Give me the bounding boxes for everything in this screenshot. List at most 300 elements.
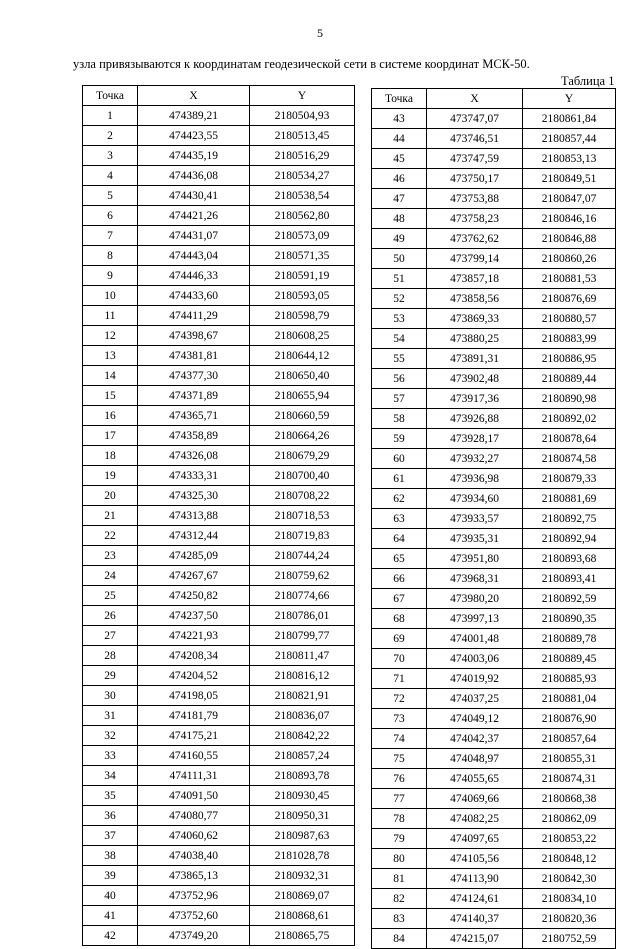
y-coordinate-cell: 2180759,62 <box>250 566 355 586</box>
table-row <box>372 669 616 689</box>
y-coordinate-cell: 2180890,98 <box>523 389 616 409</box>
x-coordinate-cell: 474060,62 <box>138 826 250 846</box>
point-number-cell: 42 <box>83 926 138 946</box>
x-coordinate-cell: 473997,13 <box>427 609 523 629</box>
y-coordinate-cell: 2180534,27 <box>250 166 355 186</box>
x-coordinate-cell: 474049,12 <box>427 709 523 729</box>
table-row <box>83 406 355 426</box>
table-row <box>83 566 355 586</box>
y-coordinate-cell: 2180516,29 <box>250 146 355 166</box>
point-number-cell: 29 <box>83 666 138 686</box>
x-coordinate-cell: 474365,71 <box>138 406 250 426</box>
point-number-cell: 13 <box>83 346 138 366</box>
point-number-cell: 20 <box>83 486 138 506</box>
y-coordinate-cell: 2180893,41 <box>523 569 616 589</box>
y-coordinate-cell: 2180719,83 <box>250 526 355 546</box>
y-coordinate-cell: 2180881,04 <box>523 689 616 709</box>
table-row <box>83 666 355 686</box>
table-row <box>83 686 355 706</box>
x-coordinate-cell: 474423,55 <box>138 126 250 146</box>
table-row <box>83 386 355 406</box>
x-coordinate-cell: 474267,67 <box>138 566 250 586</box>
y-coordinate-cell: 2180700,40 <box>250 466 355 486</box>
x-coordinate-cell: 473758,23 <box>427 209 523 229</box>
point-number-cell: 81 <box>372 869 427 889</box>
x-coordinate-cell: 474221,93 <box>138 626 250 646</box>
point-number-cell: 45 <box>372 149 427 169</box>
x-coordinate-cell: 473753,88 <box>427 189 523 209</box>
point-number-cell: 55 <box>372 349 427 369</box>
point-number-cell: 77 <box>372 789 427 809</box>
y-coordinate-cell: 2180849,51 <box>523 169 616 189</box>
table-row <box>372 829 616 849</box>
y-coordinate-cell: 2180857,44 <box>523 129 616 149</box>
y-coordinate-cell: 2180816,12 <box>250 666 355 686</box>
y-coordinate-cell: 2181028,78 <box>250 846 355 866</box>
x-coordinate-cell: 474124,61 <box>427 889 523 909</box>
x-coordinate-cell: 474175,21 <box>138 726 250 746</box>
table-row <box>83 186 355 206</box>
x-coordinate-cell: 474019,92 <box>427 669 523 689</box>
table-row <box>372 609 616 629</box>
point-number-cell: 4 <box>83 166 138 186</box>
point-number-cell: 43 <box>372 109 427 129</box>
point-number-cell: 24 <box>83 566 138 586</box>
x-coordinate-cell: 473747,59 <box>427 149 523 169</box>
table-row <box>83 226 355 246</box>
table-row <box>83 426 355 446</box>
point-number-cell: 5 <box>83 186 138 206</box>
table-row <box>372 589 616 609</box>
x-coordinate-cell: 474325,30 <box>138 486 250 506</box>
point-number-cell: 74 <box>372 729 427 749</box>
x-coordinate-cell: 474371,89 <box>138 386 250 406</box>
y-coordinate-cell: 2180538,54 <box>250 186 355 206</box>
x-coordinate-cell: 474204,52 <box>138 666 250 686</box>
x-coordinate-cell: 474160,55 <box>138 746 250 766</box>
point-number-cell: 84 <box>372 929 427 949</box>
point-number-cell: 10 <box>83 286 138 306</box>
point-number-cell: 36 <box>83 806 138 826</box>
table-row <box>372 749 616 769</box>
point-number-cell: 31 <box>83 706 138 726</box>
x-coordinate-cell: 474003,06 <box>427 649 523 669</box>
x-coordinate-cell: 473934,60 <box>427 489 523 509</box>
intro-text: узла привязываются к координатам геодезической сети в системе координат МСК-50. <box>73 57 530 71</box>
x-coordinate-cell: 474398,67 <box>138 326 250 346</box>
x-coordinate-cell: 474140,37 <box>427 909 523 929</box>
y-coordinate-cell: 2180562,80 <box>250 206 355 226</box>
x-coordinate-cell: 474421,26 <box>138 206 250 226</box>
point-number-cell: 2 <box>83 126 138 146</box>
table-row <box>83 346 355 366</box>
table-row <box>372 229 616 249</box>
point-number-cell: 53 <box>372 309 427 329</box>
table-row <box>83 466 355 486</box>
x-coordinate-cell: 474113,90 <box>427 869 523 889</box>
x-coordinate-cell: 474055,65 <box>427 769 523 789</box>
table-row <box>372 329 616 349</box>
table-row <box>83 146 355 166</box>
table-row <box>83 126 355 146</box>
table-row <box>83 266 355 286</box>
y-coordinate-cell: 2180573,09 <box>250 226 355 246</box>
x-coordinate-cell: 473933,57 <box>427 509 523 529</box>
point-number-cell: 22 <box>83 526 138 546</box>
y-coordinate-cell: 2180664,26 <box>250 426 355 446</box>
x-coordinate-cell: 473750,17 <box>427 169 523 189</box>
table-row <box>372 169 616 189</box>
x-coordinate-cell: 474431,07 <box>138 226 250 246</box>
table-header-row <box>372 89 616 109</box>
point-number-cell: 82 <box>372 889 427 909</box>
header-x: X <box>138 86 250 106</box>
point-number-cell: 71 <box>372 669 427 689</box>
y-coordinate-cell: 2180853,22 <box>523 829 616 849</box>
table-row <box>83 246 355 266</box>
y-coordinate-cell: 2180892,94 <box>523 529 616 549</box>
coordinates-table-right <box>371 88 616 949</box>
x-coordinate-cell: 473858,56 <box>427 289 523 309</box>
point-number-cell: 28 <box>83 646 138 666</box>
table-row <box>372 549 616 569</box>
y-coordinate-cell: 2180847,07 <box>523 189 616 209</box>
point-number-cell: 56 <box>372 369 427 389</box>
x-coordinate-cell: 474198,05 <box>138 686 250 706</box>
y-coordinate-cell: 2180892,75 <box>523 509 616 529</box>
x-coordinate-cell: 473746,51 <box>427 129 523 149</box>
y-coordinate-cell: 2180893,78 <box>250 766 355 786</box>
x-coordinate-cell: 474037,25 <box>427 689 523 709</box>
point-number-cell: 41 <box>83 906 138 926</box>
table-row <box>372 429 616 449</box>
point-number-cell: 48 <box>372 209 427 229</box>
point-number-cell: 51 <box>372 269 427 289</box>
point-number-cell: 9 <box>83 266 138 286</box>
y-coordinate-cell: 2180860,26 <box>523 249 616 269</box>
point-number-cell: 75 <box>372 749 427 769</box>
x-coordinate-cell: 474250,82 <box>138 586 250 606</box>
y-coordinate-cell: 2180679,29 <box>250 446 355 466</box>
y-coordinate-cell: 2180932,31 <box>250 866 355 886</box>
header-y: Y <box>523 89 616 109</box>
x-coordinate-cell: 474215,07 <box>427 929 523 949</box>
table-row <box>83 846 355 866</box>
x-coordinate-cell: 474313,88 <box>138 506 250 526</box>
x-coordinate-cell: 474443,04 <box>138 246 250 266</box>
y-coordinate-cell: 2180930,45 <box>250 786 355 806</box>
y-coordinate-cell: 2180821,91 <box>250 686 355 706</box>
point-number-cell: 25 <box>83 586 138 606</box>
y-coordinate-cell: 2180876,69 <box>523 289 616 309</box>
x-coordinate-cell: 474237,50 <box>138 606 250 626</box>
x-coordinate-cell: 474312,44 <box>138 526 250 546</box>
table-row <box>372 469 616 489</box>
x-coordinate-cell: 474091,50 <box>138 786 250 806</box>
table-header-row <box>83 86 355 106</box>
point-number-cell: 52 <box>372 289 427 309</box>
header-point: Точка <box>83 86 138 106</box>
table-row <box>372 849 616 869</box>
y-coordinate-cell: 2180861,84 <box>523 109 616 129</box>
table-row <box>372 729 616 749</box>
y-coordinate-cell: 2180868,38 <box>523 789 616 809</box>
table-row <box>372 769 616 789</box>
y-coordinate-cell: 2180885,93 <box>523 669 616 689</box>
point-number-cell: 35 <box>83 786 138 806</box>
point-number-cell: 39 <box>83 866 138 886</box>
point-number-cell: 16 <box>83 406 138 426</box>
y-coordinate-cell: 2180874,58 <box>523 449 616 469</box>
table-row <box>83 446 355 466</box>
x-coordinate-cell: 473752,96 <box>138 886 250 906</box>
point-number-cell: 17 <box>83 426 138 446</box>
point-number-cell: 27 <box>83 626 138 646</box>
x-coordinate-cell: 474208,34 <box>138 646 250 666</box>
x-coordinate-cell: 474038,40 <box>138 846 250 866</box>
point-number-cell: 14 <box>83 366 138 386</box>
point-number-cell: 19 <box>83 466 138 486</box>
table-row <box>83 706 355 726</box>
table-row <box>83 886 355 906</box>
point-number-cell: 59 <box>372 429 427 449</box>
point-number-cell: 64 <box>372 529 427 549</box>
point-number-cell: 33 <box>83 746 138 766</box>
table-row <box>83 286 355 306</box>
y-coordinate-cell: 2180865,75 <box>250 926 355 946</box>
coordinates-table-left <box>82 85 355 946</box>
y-coordinate-cell: 2180892,59 <box>523 589 616 609</box>
x-coordinate-cell: 474433,60 <box>138 286 250 306</box>
table-row <box>83 106 355 126</box>
x-coordinate-cell: 474069,66 <box>427 789 523 809</box>
point-number-cell: 62 <box>372 489 427 509</box>
point-number-cell: 54 <box>372 329 427 349</box>
y-coordinate-cell: 2180881,69 <box>523 489 616 509</box>
y-coordinate-cell: 2180644,12 <box>250 346 355 366</box>
y-coordinate-cell: 2180869,07 <box>250 886 355 906</box>
y-coordinate-cell: 2180708,22 <box>250 486 355 506</box>
table-row <box>83 366 355 386</box>
table-row <box>372 509 616 529</box>
table-row <box>83 626 355 646</box>
table-row <box>83 746 355 766</box>
x-coordinate-cell: 473936,98 <box>427 469 523 489</box>
table-row <box>372 889 616 909</box>
y-coordinate-cell: 2180820,36 <box>523 909 616 929</box>
y-coordinate-cell: 2180718,53 <box>250 506 355 526</box>
y-coordinate-cell: 2180889,44 <box>523 369 616 389</box>
x-coordinate-cell: 473762,62 <box>427 229 523 249</box>
x-coordinate-cell: 473799,14 <box>427 249 523 269</box>
point-number-cell: 21 <box>83 506 138 526</box>
x-coordinate-cell: 473749,20 <box>138 926 250 946</box>
x-coordinate-cell: 474435,19 <box>138 146 250 166</box>
point-number-cell: 15 <box>83 386 138 406</box>
table-row <box>372 709 616 729</box>
table-row <box>372 869 616 889</box>
y-coordinate-cell: 2180608,25 <box>250 326 355 346</box>
x-coordinate-cell: 474001,48 <box>427 629 523 649</box>
point-number-cell: 11 <box>83 306 138 326</box>
x-coordinate-cell: 474048,97 <box>427 749 523 769</box>
table-row <box>83 606 355 626</box>
table-row <box>83 906 355 926</box>
x-coordinate-cell: 474082,25 <box>427 809 523 829</box>
y-coordinate-cell: 2180846,88 <box>523 229 616 249</box>
table-row <box>372 909 616 929</box>
x-coordinate-cell: 473932,27 <box>427 449 523 469</box>
y-coordinate-cell: 2180846,16 <box>523 209 616 229</box>
x-coordinate-cell: 474381,81 <box>138 346 250 366</box>
y-coordinate-cell: 2180889,78 <box>523 629 616 649</box>
table-row <box>83 646 355 666</box>
point-number-cell: 67 <box>372 589 427 609</box>
y-coordinate-cell: 2180744,24 <box>250 546 355 566</box>
header-point: Точка <box>372 89 427 109</box>
y-coordinate-cell: 2180786,01 <box>250 606 355 626</box>
point-number-cell: 30 <box>83 686 138 706</box>
y-coordinate-cell: 2180881,53 <box>523 269 616 289</box>
point-number-cell: 23 <box>83 546 138 566</box>
y-coordinate-cell: 2180650,40 <box>250 366 355 386</box>
point-number-cell: 60 <box>372 449 427 469</box>
x-coordinate-cell: 474097,65 <box>427 829 523 849</box>
y-coordinate-cell: 2180799,77 <box>250 626 355 646</box>
y-coordinate-cell: 2180834,10 <box>523 889 616 909</box>
x-coordinate-cell: 473752,60 <box>138 906 250 926</box>
y-coordinate-cell: 2180880,57 <box>523 309 616 329</box>
x-coordinate-cell: 474080,77 <box>138 806 250 826</box>
point-number-cell: 40 <box>83 886 138 906</box>
x-coordinate-cell: 473880,25 <box>427 329 523 349</box>
point-number-cell: 78 <box>372 809 427 829</box>
y-coordinate-cell: 2180774,66 <box>250 586 355 606</box>
point-number-cell: 12 <box>83 326 138 346</box>
y-coordinate-cell: 2180853,13 <box>523 149 616 169</box>
y-coordinate-cell: 2180842,30 <box>523 869 616 889</box>
point-number-cell: 1 <box>83 106 138 126</box>
x-coordinate-cell: 474111,31 <box>138 766 250 786</box>
table-row <box>372 929 616 949</box>
x-coordinate-cell: 473865,13 <box>138 866 250 886</box>
y-coordinate-cell: 2180874,31 <box>523 769 616 789</box>
y-coordinate-cell: 2180660,59 <box>250 406 355 426</box>
point-number-cell: 8 <box>83 246 138 266</box>
point-number-cell: 69 <box>372 629 427 649</box>
table-row <box>372 529 616 549</box>
point-number-cell: 57 <box>372 389 427 409</box>
table-row <box>372 149 616 169</box>
point-number-cell: 26 <box>83 606 138 626</box>
y-coordinate-cell: 2180950,31 <box>250 806 355 826</box>
point-number-cell: 66 <box>372 569 427 589</box>
y-coordinate-cell: 2180855,31 <box>523 749 616 769</box>
table-row <box>372 289 616 309</box>
table-row <box>83 786 355 806</box>
table-row <box>83 866 355 886</box>
y-coordinate-cell: 2180848,12 <box>523 849 616 869</box>
table-row <box>83 826 355 846</box>
table-row <box>83 586 355 606</box>
y-coordinate-cell: 2180876,90 <box>523 709 616 729</box>
y-coordinate-cell: 2180655,94 <box>250 386 355 406</box>
table-row <box>83 726 355 746</box>
point-number-cell: 32 <box>83 726 138 746</box>
y-coordinate-cell: 2180889,45 <box>523 649 616 669</box>
table-row <box>83 926 355 946</box>
table-row <box>372 489 616 509</box>
x-coordinate-cell: 474181,79 <box>138 706 250 726</box>
y-coordinate-cell: 2180893,68 <box>523 549 616 569</box>
y-coordinate-cell: 2180857,64 <box>523 729 616 749</box>
point-number-cell: 68 <box>372 609 427 629</box>
point-number-cell: 83 <box>372 909 427 929</box>
point-number-cell: 70 <box>372 649 427 669</box>
table-row <box>372 209 616 229</box>
point-number-cell: 37 <box>83 826 138 846</box>
table-row <box>372 789 616 809</box>
x-coordinate-cell: 473747,07 <box>427 109 523 129</box>
table-row <box>372 569 616 589</box>
y-coordinate-cell: 2180811,47 <box>250 646 355 666</box>
y-coordinate-cell: 2180598,79 <box>250 306 355 326</box>
table-row <box>372 109 616 129</box>
x-coordinate-cell: 473869,33 <box>427 309 523 329</box>
x-coordinate-cell: 473891,31 <box>427 349 523 369</box>
table-row <box>372 389 616 409</box>
table-row <box>372 649 616 669</box>
y-coordinate-cell: 2180868,61 <box>250 906 355 926</box>
table-row <box>372 809 616 829</box>
y-coordinate-cell: 2180987,63 <box>250 826 355 846</box>
point-number-cell: 50 <box>372 249 427 269</box>
table-row <box>372 189 616 209</box>
table-row <box>372 449 616 469</box>
point-number-cell: 49 <box>372 229 427 249</box>
x-coordinate-cell: 473917,36 <box>427 389 523 409</box>
header-y: Y <box>250 86 355 106</box>
point-number-cell: 44 <box>372 129 427 149</box>
point-number-cell: 3 <box>83 146 138 166</box>
y-coordinate-cell: 2180591,19 <box>250 266 355 286</box>
x-coordinate-cell: 473951,80 <box>427 549 523 569</box>
y-coordinate-cell: 2180883,99 <box>523 329 616 349</box>
table-row <box>83 506 355 526</box>
y-coordinate-cell: 2180862,09 <box>523 809 616 829</box>
table-row <box>83 326 355 346</box>
point-number-cell: 47 <box>372 189 427 209</box>
point-number-cell: 80 <box>372 849 427 869</box>
point-number-cell: 76 <box>372 769 427 789</box>
x-coordinate-cell: 473857,18 <box>427 269 523 289</box>
table-row <box>372 689 616 709</box>
header-x: X <box>427 89 523 109</box>
y-coordinate-cell: 2180878,64 <box>523 429 616 449</box>
y-coordinate-cell: 2180593,05 <box>250 286 355 306</box>
y-coordinate-cell: 2180842,22 <box>250 726 355 746</box>
x-coordinate-cell: 474358,89 <box>138 426 250 446</box>
table-row <box>372 629 616 649</box>
table-row <box>372 129 616 149</box>
table-row <box>83 526 355 546</box>
x-coordinate-cell: 473928,17 <box>427 429 523 449</box>
x-coordinate-cell: 474389,21 <box>138 106 250 126</box>
table-row <box>83 166 355 186</box>
table-label: Таблица 1 <box>561 74 615 88</box>
table-row <box>372 269 616 289</box>
x-coordinate-cell: 473902,48 <box>427 369 523 389</box>
